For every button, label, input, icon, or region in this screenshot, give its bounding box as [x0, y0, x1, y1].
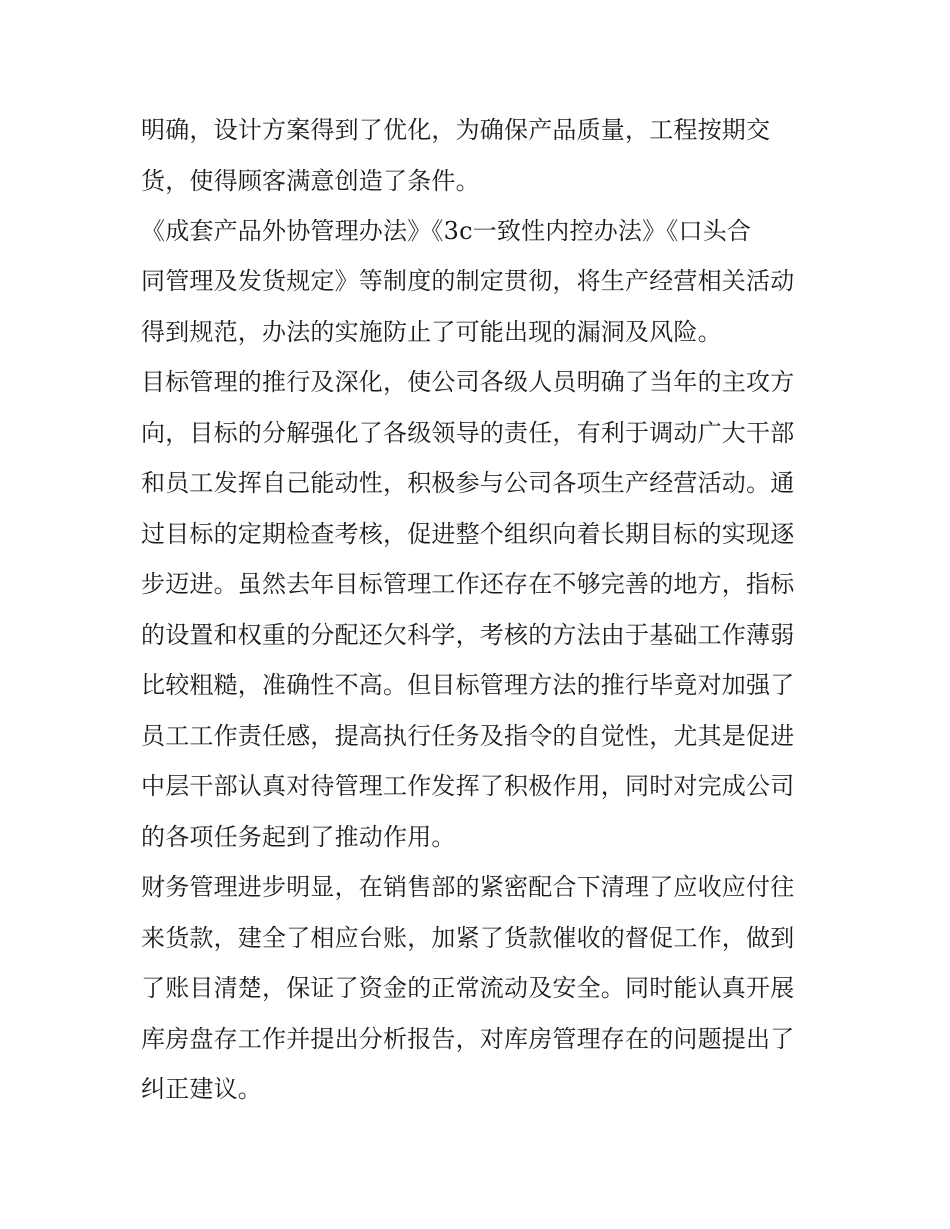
text-line: 货，使得顾客满意创造了条件。	[141, 167, 480, 195]
text-line: 同管理及发货规定》等制度的制定贯彻，将生产经营相关活动	[141, 267, 795, 295]
text-line: 步迈进。虽然去年目标管理工作还存在不够完善的地方，指标	[141, 570, 795, 598]
text-line: 和员工发挥自己能动性，积极参与公司各项生产经营活动。通	[141, 469, 795, 497]
text-line: 员工工作责任感，提高执行任务及指令的自觉性，尤其是促进	[141, 722, 795, 750]
text-line: 的设置和权重的分配还欠科学，考核的方法由于基础工作薄弱	[141, 621, 795, 649]
text-line: 了账目清楚，保证了资金的正常流动及安全。同时能认真开展	[141, 974, 795, 1002]
text-line: 的各项任务起到了推动作用。	[141, 823, 456, 851]
text-line: 过目标的定期检查考核，促进整个组织向着长期目标的实现逐	[141, 520, 795, 548]
text-line: 中层干部认真对待管理工作发挥了积极作用，同时对完成公司	[141, 772, 795, 800]
text-line: 来货款，建全了相应台账，加紧了货款催收的督促工作，做到	[141, 924, 795, 952]
text-line: 库房盘存工作并提出分析报告，对库房管理存在的问题提出了	[141, 1025, 795, 1053]
text-line: 目标管理的推行及深化，使公司各级人员明确了当年的主攻方	[141, 368, 795, 396]
text-line: 纠正建议。	[141, 1075, 262, 1103]
text-line: 向，目标的分解强化了各级领导的责任，有利于调动广大干部	[141, 419, 795, 447]
text-line: 《成套产品外协管理办法》《3c一致性内控办法》《口头合	[141, 217, 752, 245]
text-line: 比较粗糙，准确性不高。但目标管理方法的推行毕竟对加强了	[141, 671, 795, 699]
text-line: 明确，设计方案得到了优化，为确保产品质量，工程按期交	[141, 116, 771, 144]
text-line: 得到规范，办法的实施防止了可能出现的漏洞及风险。	[141, 318, 722, 346]
text-line: 财务管理进步明显，在销售部的紧密配合下清理了应收应付往	[141, 873, 795, 901]
